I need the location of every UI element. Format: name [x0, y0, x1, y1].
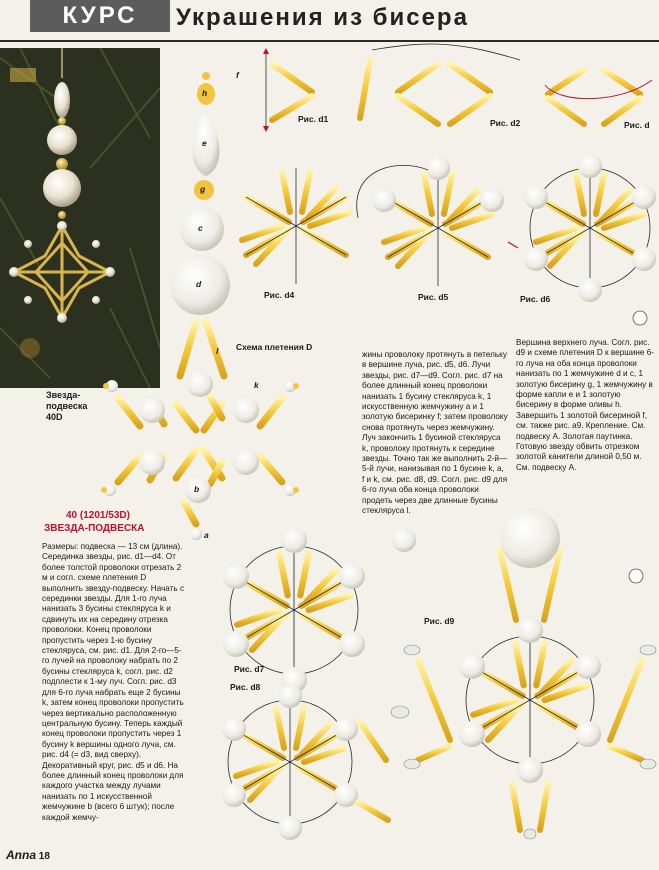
- label-l: l: [216, 346, 219, 356]
- caption-d6: Рис. d6: [520, 294, 551, 304]
- article-body-right: Вершина верхнего луча. Согл. рис. d9 и схеме плетения D к вершине 6-го луча на оба конца проволоки нанизать по 1 жемчужине d и c, 1 золотую бисерину g, 1 жемчужину в форме капли e и 1 золотую бисерину в форме оливы h. Завершить 1 золотой бисериной f, см. также рис. a9. Крепление. См. подвеску A. Золотая паутинка. Готовую звезду обвить отрезком золотой канители длиной 0,50 м. См. подвеску A.: [516, 338, 655, 472]
- label-h: h: [202, 88, 208, 98]
- caption-d8: Рис. d8: [230, 682, 261, 692]
- label-k: k: [254, 380, 259, 390]
- article-body-middle: жины проволоку протянуть в петельку в вершине луча, рис. d5, d6. Лучи звезды, рис. d7—d9. Согл. рис. d7 на более длинный конец проволоки нанизать 1 бусину стекляруса k, 1 искусственную жемчужину a и 1 золотую бисеринку f; затем проволоку снова протянуть через жемчужину. Луч закончить 1 бусиной стекляруса k, проволоку протянуть к середине звезды. Точно так же выполнить 2-й—5-й лучи, нанизывая по 1 бусине k, a, f и k, см. рис. d8, d9. Согл. рис. d9 для 6-го луча оба конца проволоки продеть через две длинные бусины стекляруса l.: [362, 350, 508, 516]
- photo-caption: Звезда- подвеска 40D: [46, 390, 88, 422]
- brand-logo: Anna: [6, 848, 36, 862]
- paragraph-center: Серединка звезды, рис. d1—d4. От более толстой проволоки отрезать 2 м и согл. схеме плетения D выполнить звезду-подвеску. Начать с серединки звезды. Для 1-го луча нанизать 3 бусины стекляруса k и сдвинуть их на середину отрезка проволоки. Конец проволоки пропустить через 1-ю бусину стекляруса, см. рис. d1. Для 2-го—5-го лучей на проволоку набрать по 2 бусины стекляруса k, согл. рис. d2 подплести к 1-му луч. Согл. рис. d3 для 6-го луча набрать еще 2 бусины k, затем конец проволоки пропустить через вертикально расположенную центральную бусину. Теперь каждый конец проволоки пропустить через 1 бусину k вершины одного луча, см. рис. d4 (= d3, вид сверху).: [42, 552, 185, 760]
- figure-d2: [360, 50, 490, 124]
- caption-d5: Рис. d5: [418, 292, 449, 302]
- caption-d4: Рис. d4: [264, 290, 295, 300]
- page-footer: [6, 848, 50, 862]
- article-body-left: [42, 542, 186, 823]
- figure-d3: [548, 60, 640, 124]
- caption-d1: Рис. d1: [298, 114, 329, 124]
- label-f: f: [236, 70, 239, 80]
- figure-d6: [524, 154, 656, 302]
- caption-d2: Рис. d2: [490, 118, 521, 128]
- figure-d8: [222, 684, 409, 840]
- figure-d9: [404, 508, 656, 839]
- caption-d3: Рис. d: [624, 120, 650, 130]
- label-d: d: [196, 279, 202, 289]
- page-number: 18: [38, 851, 50, 862]
- label-c: c: [198, 223, 203, 233]
- article-name: ЗВЕЗДА-ПОДВЕСКА: [44, 523, 145, 534]
- label-a: a: [204, 530, 209, 540]
- label-g: g: [200, 184, 206, 194]
- caption-d9: Рис. d9: [424, 616, 455, 626]
- caption-scheme-d: Схема плетения D: [236, 342, 313, 352]
- caption-d7: Рис. d7: [234, 664, 265, 674]
- page-title: Украшения из бисера: [176, 4, 469, 31]
- figure-d5: [357, 156, 518, 286]
- label-e: e: [202, 138, 207, 148]
- label-b: b: [194, 484, 200, 494]
- article-code: 40 (1201/53D): [66, 510, 130, 521]
- paragraph-circle: Декоративный круг, рис. d5 и d6. На более длинный конец проволоки для каждого участка между лучами нанизать по 1 искусственной жемчужине b (всего 6 штук); после каждой жемчу-: [42, 760, 184, 822]
- sizes-text: Размеры: подвеска — 13 см (длина).: [42, 542, 183, 551]
- figure-d4: [242, 168, 350, 284]
- section-tag: КУРС: [30, 0, 170, 32]
